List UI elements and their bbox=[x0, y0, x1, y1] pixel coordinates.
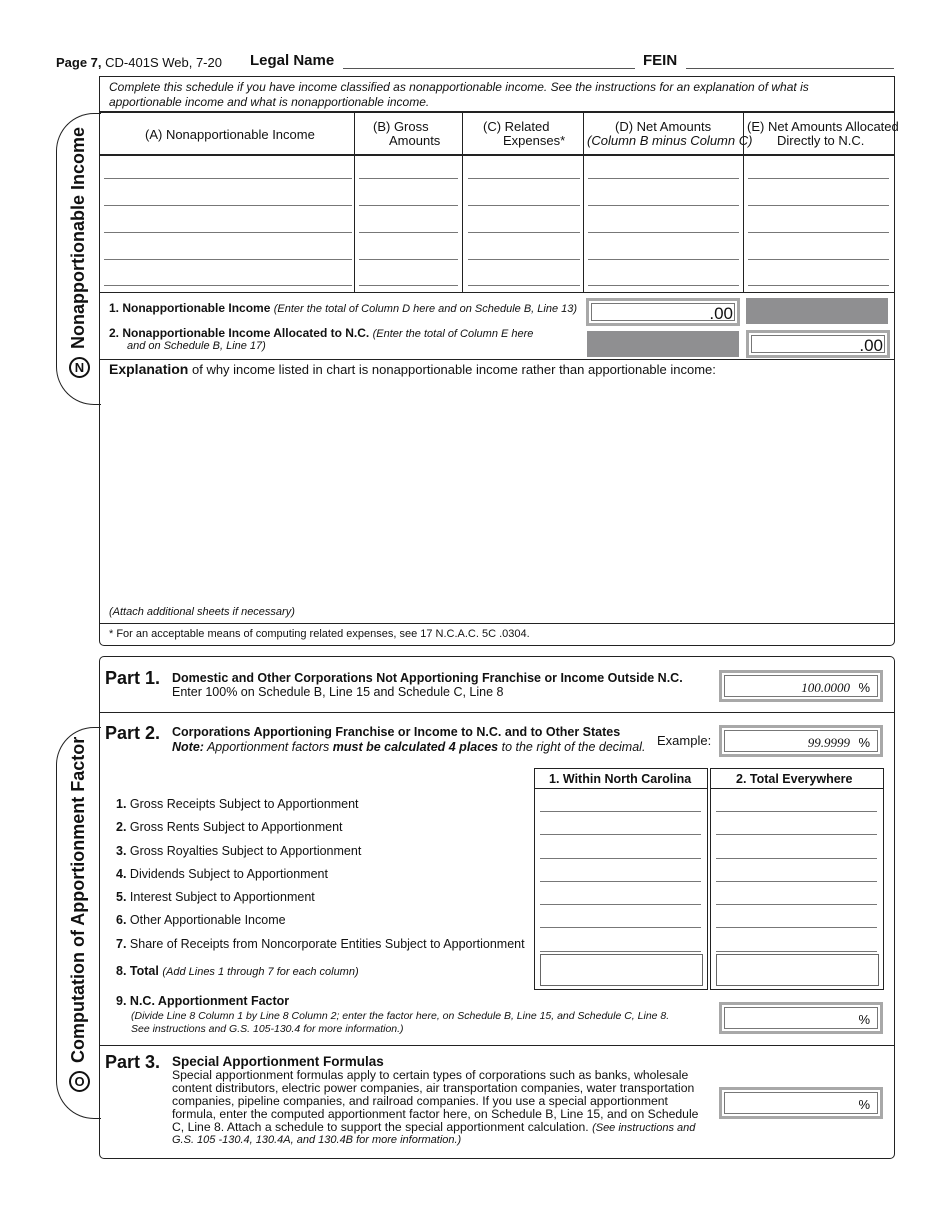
line2-label: Nonapportionable Income Allocated to N.C. bbox=[122, 326, 370, 340]
apportionment-line-7: 7. Share of Receipts from Noncorporate Entities Subject to Apportionment bbox=[116, 937, 525, 951]
schedule-n-entry-line[interactable] bbox=[748, 285, 889, 286]
part1-value: 100.0000 bbox=[801, 680, 850, 695]
schedule-n-entry-line[interactable] bbox=[359, 178, 458, 179]
fein-field[interactable] bbox=[686, 68, 894, 69]
part3-line-1: Special apportionment formulas apply to certain types of corporations such as banks, wholesale bbox=[172, 1068, 689, 1082]
page-header bbox=[56, 55, 222, 70]
legal-name-label: Legal Name bbox=[250, 52, 335, 69]
apportionment-line-6-col1-field[interactable] bbox=[540, 927, 701, 928]
apportionment-line-1: 1. Gross Receipts Subject to Apportionment bbox=[116, 797, 359, 811]
intro-line-1: Complete this schedule if you have income classified as nonapportionable income. See the instructions for an explanation of what is bbox=[109, 80, 809, 94]
schedule-n-entry-line[interactable] bbox=[359, 259, 458, 260]
col2-header: 2. Total Everywhere bbox=[736, 772, 853, 786]
line1-note: (Enter the total of Column D here and on Schedule B, Line 13) bbox=[273, 303, 578, 315]
schedule-n-entry-line[interactable] bbox=[104, 205, 352, 206]
apportionment-line-6-col2-field[interactable] bbox=[716, 927, 877, 928]
schedule-o-letter: O bbox=[69, 1071, 90, 1092]
part3-line-2: content distributors, electric power companies, air transportation companies, water transportation bbox=[172, 1081, 695, 1095]
explanation-heading: Explanation of why income listed in chart is nonapportionable income rather than apportionable income: bbox=[109, 361, 716, 377]
line8-note: (Add Lines 1 through 7 for each column) bbox=[162, 966, 359, 978]
apportionment-line-5-col2-field[interactable] bbox=[716, 904, 877, 905]
line8-row: 8. Total (Add Lines 1 through 7 for each column) bbox=[116, 964, 359, 978]
page-number: Page 7, bbox=[56, 55, 102, 70]
schedule-n-entry-line[interactable] bbox=[588, 232, 739, 233]
part3-line-6: G.S. 105 -130.4, 130.4A, and 130.4B for more information.) bbox=[172, 1134, 462, 1146]
apportionment-line-3-col2-field[interactable] bbox=[716, 858, 877, 859]
footnote: * For an acceptable means of computing related expenses, see 17 N.C.A.C. 5C .0304. bbox=[109, 628, 530, 640]
schedule-n-side-label: NNonapportionable Income bbox=[68, 127, 90, 378]
schedule-o-side-label: OComputation of Apportionment Factor bbox=[68, 737, 90, 1092]
part2-title: Corporations Apportioning Franchise or Income to N.C. and to Other States bbox=[172, 725, 621, 739]
part1-title: Domestic and Other Corporations Not Apportioning Franchise or Income Outside N.C. bbox=[172, 671, 683, 685]
line2-value: .00 bbox=[859, 336, 883, 355]
schedule-n-entry-line[interactable] bbox=[588, 259, 739, 260]
apportionment-line-6: 6. Other Apportionable Income bbox=[116, 913, 286, 927]
part3-line-3: companies, pipeline companies, and railroad companies. If you use a special apportionment bbox=[172, 1094, 668, 1108]
attach-note: (Attach additional sheets if necessary) bbox=[109, 606, 295, 618]
fein-label: FEIN bbox=[643, 52, 678, 69]
apportionment-line-1-col2-field[interactable] bbox=[716, 811, 877, 812]
schedule-n-entry-line[interactable] bbox=[468, 178, 580, 179]
apportionment-line-7-col2-field[interactable] bbox=[716, 951, 877, 952]
part3-line-4: formula, enter the computed apportionment factor here, on Schedule B, Line 15, and on Schedule bbox=[172, 1107, 699, 1121]
schedule-n-entry-line[interactable] bbox=[468, 232, 580, 233]
schedule-n-entry-line[interactable] bbox=[359, 232, 458, 233]
col1-header: 1. Within North Carolina bbox=[549, 772, 692, 786]
col-c-header-2: Expenses* bbox=[503, 133, 566, 148]
example-field: 99.9999 % bbox=[719, 725, 883, 757]
schedule-n-entry-line[interactable] bbox=[468, 259, 580, 260]
line2-col-d-shaded bbox=[587, 331, 739, 357]
part2-note: Note: Apportionment factors must be calculated 4 places to the right of the decimal. bbox=[172, 740, 646, 754]
line9-factor-field[interactable]: % bbox=[719, 1002, 883, 1034]
schedule-n-entry-line[interactable] bbox=[588, 178, 739, 179]
intro-line-2: apportionable income and what is nonapportionable income. bbox=[109, 95, 430, 109]
form-id: CD-401S Web, 7-20 bbox=[105, 55, 222, 70]
col-e-header-1: (E) Net Amounts Allocated bbox=[747, 119, 899, 134]
part1-text: Enter 100% on Schedule B, Line 15 and Schedule C, Line 8 bbox=[172, 685, 504, 699]
col-d-header-2: (Column B minus Column C) bbox=[587, 133, 753, 148]
col-e-header-2: Directly to N.C. bbox=[777, 133, 865, 148]
part3-factor-field[interactable]: % bbox=[719, 1087, 883, 1119]
schedule-n-entry-line[interactable] bbox=[104, 178, 352, 179]
part1-label: Part 1. bbox=[105, 668, 161, 688]
col-b-header-2: Amounts bbox=[389, 133, 441, 148]
line8-col1-field[interactable] bbox=[540, 954, 703, 986]
explanation-textarea[interactable] bbox=[104, 380, 888, 602]
col-d-header-1: (D) Net Amounts bbox=[615, 119, 712, 134]
part2-label: Part 2. bbox=[105, 723, 161, 743]
part1-factor-field[interactable]: 100.0000 % bbox=[719, 670, 883, 702]
apportionment-line-3-col1-field[interactable] bbox=[540, 858, 701, 859]
apportionment-line-2-col2-field[interactable] bbox=[716, 834, 877, 835]
schedule-n-entry-line[interactable] bbox=[468, 285, 580, 286]
schedule-n-entry-line[interactable] bbox=[748, 205, 889, 206]
schedule-n-entry-line[interactable] bbox=[588, 285, 739, 286]
apportionment-line-2-col1-field[interactable] bbox=[540, 834, 701, 835]
line1-value: .00 bbox=[709, 304, 733, 323]
line8-label: Total bbox=[129, 964, 159, 978]
schedule-n-entry-line[interactable] bbox=[104, 232, 352, 233]
apportionment-line-1-col1-field[interactable] bbox=[540, 811, 701, 812]
line2-note-2: and on Schedule B, Line 17) bbox=[127, 340, 266, 352]
schedule-n-entry-line[interactable] bbox=[748, 178, 889, 179]
line9-note-2: See instructions and G.S. 105-130.4 for more information.) bbox=[131, 1023, 404, 1035]
line1-label: Nonapportionable Income bbox=[122, 301, 271, 315]
line8-col2-field[interactable] bbox=[716, 954, 879, 986]
apportionment-line-5-col1-field[interactable] bbox=[540, 904, 701, 905]
schedule-n-letter: N bbox=[69, 357, 90, 378]
line2-col-e-field[interactable] bbox=[746, 330, 890, 358]
schedule-n-entry-line[interactable] bbox=[748, 232, 889, 233]
apportionment-line-7-col1-field[interactable] bbox=[540, 951, 701, 952]
apportionment-line-5: 5. Interest Subject to Apportionment bbox=[116, 890, 315, 904]
apportionment-line-3: 3. Gross Royalties Subject to Apportionment bbox=[116, 844, 362, 858]
apportionment-line-4-col2-field[interactable] bbox=[716, 881, 877, 882]
part3-title: Special Apportionment Formulas bbox=[172, 1054, 384, 1069]
line9-row: 9. N.C. Apportionment Factor bbox=[116, 994, 290, 1008]
line2-row: 2. Nonapportionable Income Allocated to N.C. (Enter the total of Column E here bbox=[109, 326, 534, 340]
schedule-n-entry-line[interactable] bbox=[359, 205, 458, 206]
col-c-header-1: (C) Related bbox=[483, 119, 550, 134]
line2-note-1: (Enter the total of Column E here bbox=[372, 328, 534, 340]
schedule-n-entry-line[interactable] bbox=[588, 205, 739, 206]
schedule-n-entry-line[interactable] bbox=[748, 259, 889, 260]
example-label: Example: bbox=[657, 733, 712, 748]
part3-label: Part 3. bbox=[105, 1052, 161, 1072]
example-value: 99.9999 bbox=[807, 735, 850, 750]
line1-col-e-shaded bbox=[746, 298, 888, 324]
col-a-header: (A) Nonapportionable Income bbox=[145, 127, 315, 142]
line1-row: 1. Nonapportionable Income (Enter the total of Column D here and on Schedule B, Line 13) bbox=[109, 301, 578, 315]
part3-line-5: C, Line 8. Attach a schedule to support the special apportionment calculation. (See instructions and bbox=[172, 1120, 696, 1134]
line9-label: N.C. Apportionment Factor bbox=[129, 994, 290, 1008]
line1-col-d-field[interactable] bbox=[586, 298, 740, 326]
apportionment-line-2: 2. Gross Rents Subject to Apportionment bbox=[116, 820, 343, 834]
schedule-n-entry-line[interactable] bbox=[104, 259, 352, 260]
schedule-n-entry-line[interactable] bbox=[359, 285, 458, 286]
apportionment-line-4: 4. Dividends Subject to Apportionment bbox=[116, 867, 328, 881]
legal-name-field[interactable] bbox=[343, 68, 635, 69]
schedule-n-entry-line[interactable] bbox=[468, 205, 580, 206]
apportionment-line-4-col1-field[interactable] bbox=[540, 881, 701, 882]
schedule-n-entry-line[interactable] bbox=[104, 285, 352, 286]
line9-note-1: (Divide Line 8 Column 1 by Line 8 Column 2; enter the factor here, on Schedule B, Line 15, and Schedule C, Line 8. bbox=[131, 1010, 670, 1022]
col-b-header-1: (B) Gross bbox=[373, 119, 429, 134]
